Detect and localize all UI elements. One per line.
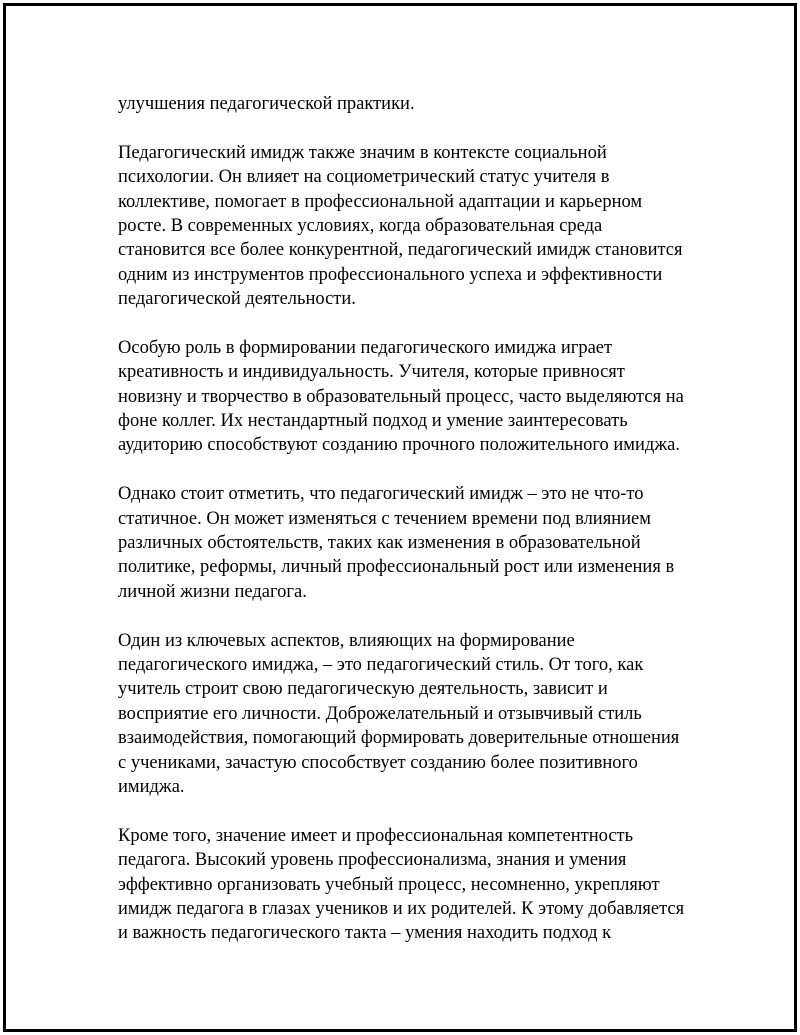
text-line: Педагогический имидж также значим в контексте социальной — [118, 142, 607, 163]
paragraph — [118, 336, 690, 458]
text-line: статичное. Он может изменяться с течением времени под влиянием — [118, 508, 651, 529]
paragraph-gap — [118, 116, 690, 140]
text-line: педагога. Высокий уровень профессионализма, знания и умения — [118, 850, 627, 871]
paragraph — [118, 141, 690, 312]
paragraph-gap — [118, 312, 690, 336]
paragraph — [118, 482, 690, 604]
text-line: учитель строит свою педагогическую деятельность, зависит и — [118, 679, 608, 700]
text-line: улучшения педагогической практики. — [118, 94, 415, 114]
text-line: Однако стоит отметить, что педагогический имидж – это не что-то — [118, 484, 644, 505]
text-line: эффективно организовать учебный процесс, несомненно, укрепляют — [118, 874, 660, 895]
text-line: с учениками, зачастую способствует созданию более позитивного — [118, 752, 638, 773]
text-line: педагогической деятельности. — [118, 289, 356, 310]
text-line: различных обстоятельств, таких как изменения в образовательной — [118, 533, 641, 554]
paragraph-gap — [118, 458, 690, 482]
paragraph-gap — [118, 799, 690, 823]
text-line: становится все более конкурентной, педагогический имидж становится — [118, 240, 683, 261]
text-line: аудиторию способствуют созданию прочного положительного имиджа. — [118, 435, 680, 456]
text-line: новизну и творчество в образовательный процесс, часто выделяются на — [118, 386, 684, 407]
text-line: политике, реформы, личный профессиональный рост или изменения в — [118, 557, 675, 578]
text-line: и важность педагогического такта – умения находить подход к — [118, 923, 612, 944]
text-line: росте. В современных условиях, когда образовательная среда — [118, 215, 603, 236]
text-line: имидж педагога в глазах учеников и их родителей. К этому добавляется — [118, 898, 685, 919]
text-line: педагогического имиджа, – это педагогический стиль. От того, как — [118, 654, 644, 675]
text-line: коллективе, помогает в профессиональной адаптации и карьерном — [118, 191, 643, 212]
text-line: Один из ключевых аспектов, влияющих на формирование — [118, 630, 575, 651]
text-line: восприятие его личности. Доброжелательный и отзывчивый стиль — [118, 703, 642, 724]
text-line: Особую роль в формировании педагогического имиджа играет — [118, 337, 613, 358]
text-line: одним из инструментов профессионального успеха и эффективности — [118, 264, 663, 285]
text-line: психологии. Он влияет на социометрический статус учителя в — [118, 167, 610, 188]
text-line: взаимодействия, помогающий формировать доверительные отношения — [118, 728, 680, 749]
text-line: Кроме того, значение имеет и профессиональная компетентность — [118, 825, 634, 846]
document-body — [118, 92, 690, 946]
paragraph — [118, 92, 690, 116]
text-line: личной жизни педагога. — [118, 581, 307, 602]
text-line: фоне коллег. Их нестандартный подход и умение заинтересовать — [118, 411, 628, 432]
text-line: имиджа. — [118, 776, 185, 797]
paragraph — [118, 629, 690, 800]
paragraph — [118, 824, 690, 946]
text-line: креативность и индивидуальность. Учителя, которые привносят — [118, 362, 625, 383]
paragraph-gap — [118, 604, 690, 628]
